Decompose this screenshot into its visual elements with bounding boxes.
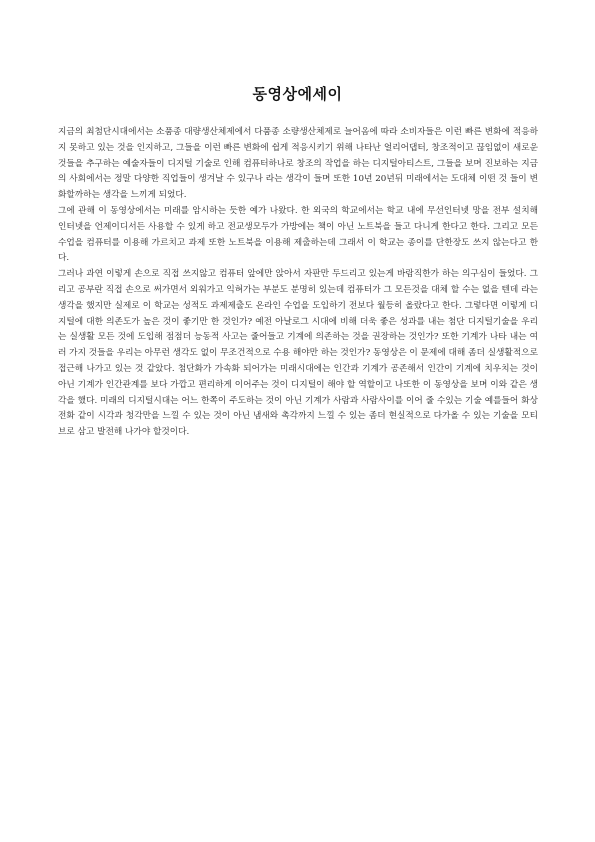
document-title: 동영상에세이	[252, 85, 343, 103]
body-paragraph: 그러나 과연 이렇게 손으로 직접 쓰지않고 컴퓨터 앞에만 앉아서 자판만 두드리고 있는게 바람직한가 하는 의구심이 들었다. 그리고 공부란 직접 손으로 써가면서 외워가고 익혀가는 부분도 분명히 있는데 컴퓨터가 그 모든것을 대체 할 수는 없을 텐데 라는 생각을 했지만 실제로 이 학교는 성적도 과제제출도 온라인 수업을 도입하기 전보다 월등히 올랐다고 한다. 그렇다면 이렇게 디지털에 대한 의존도가 높은 것이 좋기만 한 것인가? 예전 아날로그 시대에 비해 더욱 좋은 성과를 내는 첨단 디지털기술을 우리는 실생활 모든 것에 도입해 점점더 능동적 사고는 줄어들고 기계에 의존하는 것을 권장하는 것인가? 또한 기계가 나타 내는 여러 가지 것들을 우리는 아무런 생각도 없이 무조건적으로 수용 해야만 하는 것인가? 동영상은 이 문제에 대해 좀더 실생활적으로 접근해 나가고 있는 것 같았다. 첨단화가 가속화 되어가는 미래시대에는 인간과 기계가 공존해서 인간이 기계에 치우치는 것이 아닌 기계가 인간관계를 보다 가깝고 편리하게 이어주는 것이 디지털이 해야 할 역할이고 나또한 이 동영상을 보며 이와 같은 생각을 했다. 미래의 디지털시대는 어느 한쪽이 주도하는 것이 아닌 기계가 사람과 사람사이를 이어 줄 수있는 기술 예를들어 화상전화 같이 시각과 청각만을 느낄 수 있는 것이 아닌 냄새와 촉각까지 느낄 수 있는 좀더 현실적으로 다가올 수 있는 기술을 모티브로 삼고 발전해 나가야 할것이다.	[58, 269, 538, 438]
document-body	[58, 125, 538, 441]
body-paragraph: 지금의 최첨단시대에서는 소품종 대량생산체제에서 다품종 소량생산체제로 늘어옴에 따라 소비자들은 이런 빠른 변화에 적응하지 못하고 있는 것을 인지하고, 그들을 이런 빠른 변화에 쉽게 적응시키기 위해 나타난 얼리어댑터, 창조적이고 끊임없이 새로운 것들을 추구하는 예술자들이 디지털 기술로 인해 컴퓨터하나로 창조의 작업을 하는 디지털아티스트, 그들을 보며 진보하는 지금의 사회에서는 정말 다양한 직업들이 생겨날 수 있구나 라는 생각이 들며 또한 10년 20년뒤 미래에서는 도대체 이떤 것 들이 변화할까하는 생각을 느끼게 되었다.	[58, 127, 538, 201]
body-paragraph: 그에 관해 이 동영상에서는 미래를 암시하는 듯한 예가 나왔다. 한 외국의 학교에서는 학교 내에 무선인터넷 망을 전부 설치해 인터넷을 언제이디서든 사용할 수 있게 하고 전교생모두가 가방에는 책이 아닌 노트북을 들고 다니게 한다고 한다. 그리고 모든 수업을 컴퓨터를 이용해 가르치고 과제 또한 노트북을 이용해 제출하는데 그래서 이 학교는 종이를 단한장도 쓰지 않는다고 한다.	[58, 205, 538, 264]
